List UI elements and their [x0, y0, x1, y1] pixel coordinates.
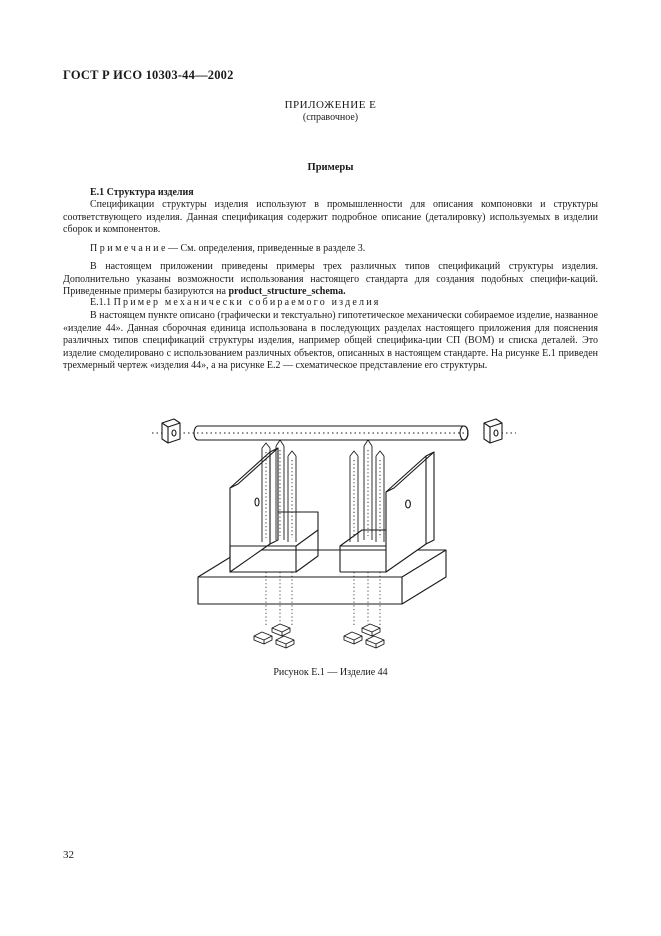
- paragraph-1-text: Спецификации структуры изделия используют в промышленности для описания компоновки и структуры соответствующего изделия. Данная спецификация содержит подробное описание (деталировку) используемых в изделии сборок и компонентов.: [63, 199, 598, 236]
- paragraph-3: [63, 310, 598, 373]
- subclause-heading-line: [63, 297, 598, 310]
- subclause-number: Е.1.1: [90, 297, 112, 308]
- annex-title: ПРИЛОЖЕНИЕ Е: [284, 99, 377, 111]
- subclause-title: Пример механически собираемого изделия: [113, 297, 381, 308]
- figure-caption: Рисунок Е.1 — Изделие 44: [273, 667, 388, 678]
- left-nuts: [254, 624, 294, 648]
- left-washer: [162, 419, 180, 443]
- standard-header: ГОСТ Р ИСО 10303-44—2002: [63, 68, 234, 82]
- schema-name: product_structure_schema.: [228, 286, 346, 298]
- paragraph-2-text: В настоящем приложении приведены примеры трех различных типов спецификаций структуры изделия. Дополнительно указаны возможности использования настоящего стандарта для создания подобных специфи-каций. Приведенные примеры базируются на: [63, 261, 598, 298]
- axle-rod: [152, 426, 516, 440]
- right-washer: [484, 419, 502, 443]
- note-line: [63, 243, 598, 256]
- paragraph-1: [63, 199, 598, 237]
- paragraph-2-line: [63, 261, 598, 299]
- note-label: П р и м е ч а н и е: [90, 243, 166, 254]
- page-number: 32: [63, 849, 74, 861]
- annex-subtitle: (справочное): [302, 112, 359, 123]
- note-text: — См. определения, приведенные в разделе 3.: [165, 243, 366, 254]
- paragraph-3-text: В настоящем пункте описано (графически и текстуально) гипотетическое механически собираемое изделие, названное «изделие 44». Данная сборочная единица использована в последующих разделах настоящего приложения для пояснения различных типов спецификаций структуры изделия, например общей специфика-ции СП (BOM) и списка деталей. Это изделие смоделировано с использованием различных объектов, описанных в настоящем стандарте. На рисунке Е.1 приведен трехмерный чертеж «изделия 44», а на рисунке Е.2 — схематическое представление его структуры.: [63, 310, 598, 372]
- right-nuts: [344, 624, 384, 648]
- section-title: Примеры: [307, 162, 354, 173]
- note: [63, 243, 598, 256]
- paragraph-2: [63, 261, 598, 299]
- subclause-heading: [63, 297, 598, 310]
- clause-heading: Е.1 Структура изделия: [90, 187, 194, 198]
- assembly-drawing: [150, 412, 520, 662]
- right-bolts: [350, 440, 384, 542]
